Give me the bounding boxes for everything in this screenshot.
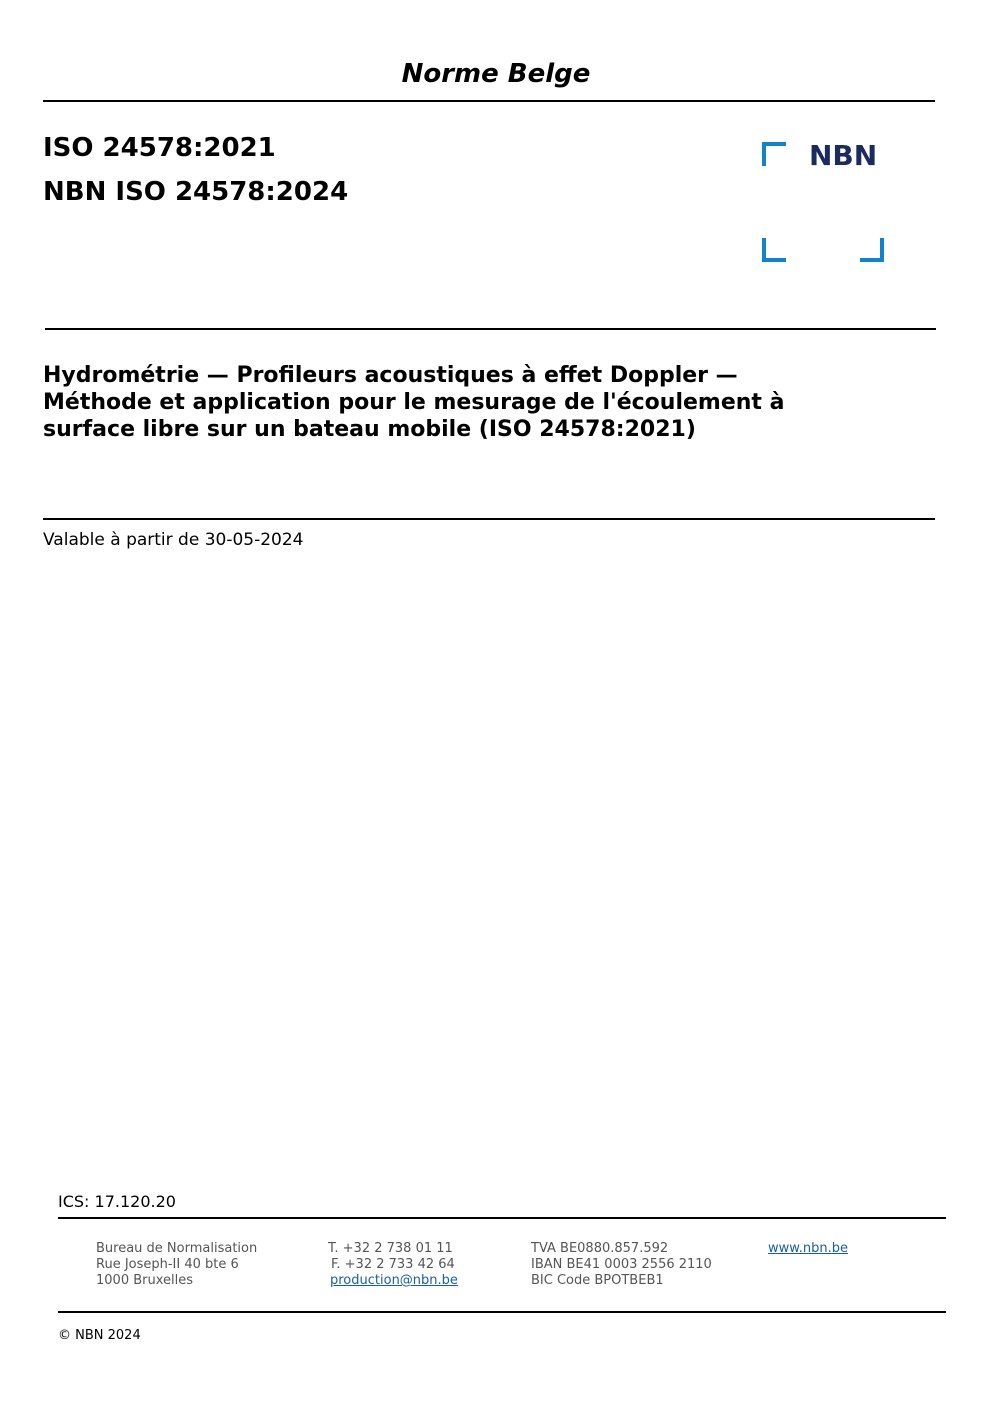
footer-address [96,1241,257,1289]
footer-phone: T. +32 2 738 01 11 [328,1241,453,1256]
nbn-logo [762,139,884,262]
logo-corner-bottom-right [860,238,884,262]
footer-address-line: 1000 Bruxelles [96,1273,194,1288]
document-title [43,362,903,443]
footer-address-line: Bureau de Normalisation [96,1241,258,1256]
footer-contact [328,1241,458,1289]
logo-corner-top-left [762,142,786,166]
footer-vat: TVA BE0880.857.592 [531,1241,669,1256]
copyright-notice: © NBN 2024 [58,1328,141,1343]
logo-text: NBN [809,139,878,172]
title-bottom-divider [43,518,935,520]
footer-fax: F. +32 2 733 42 64 [331,1257,455,1272]
footer-bic: BIC Code BPOTBEB1 [531,1273,664,1288]
header-divider [43,100,935,102]
footer-email-link[interactable]: production@nbn.be [330,1273,458,1288]
nbn-standard-number: NBN ISO 24578:2024 [43,177,349,207]
footer-web [768,1241,848,1257]
page-header-title: Norme Belge [401,59,591,89]
footer-iban: IBAN BE41 0003 2556 2110 [531,1257,712,1272]
document-title-line: surface libre sur un bateau mobile (ISO 24578:2021) [43,417,696,442]
ics-code: ICS: 17.120.20 [58,1192,176,1211]
footer-banking [531,1241,712,1289]
iso-standard-number: ISO 24578:2021 [43,133,276,163]
document-title-line: Méthode et application pour le mesurage de l'écoulement à [43,390,785,415]
footer-top-divider [58,1217,946,1219]
footer-bottom-divider [58,1311,946,1313]
validity-date: Valable à partir de 30-05-2024 [43,530,304,550]
footer-address-line: Rue Joseph-II 40 bte 6 [96,1257,239,1272]
document-title-line: Hydrométrie — Profileurs acoustiques à effet Doppler — [43,363,738,388]
title-top-divider [45,328,936,330]
footer-website-link[interactable]: www.nbn.be [768,1241,848,1256]
logo-corner-bottom-left [762,238,786,262]
